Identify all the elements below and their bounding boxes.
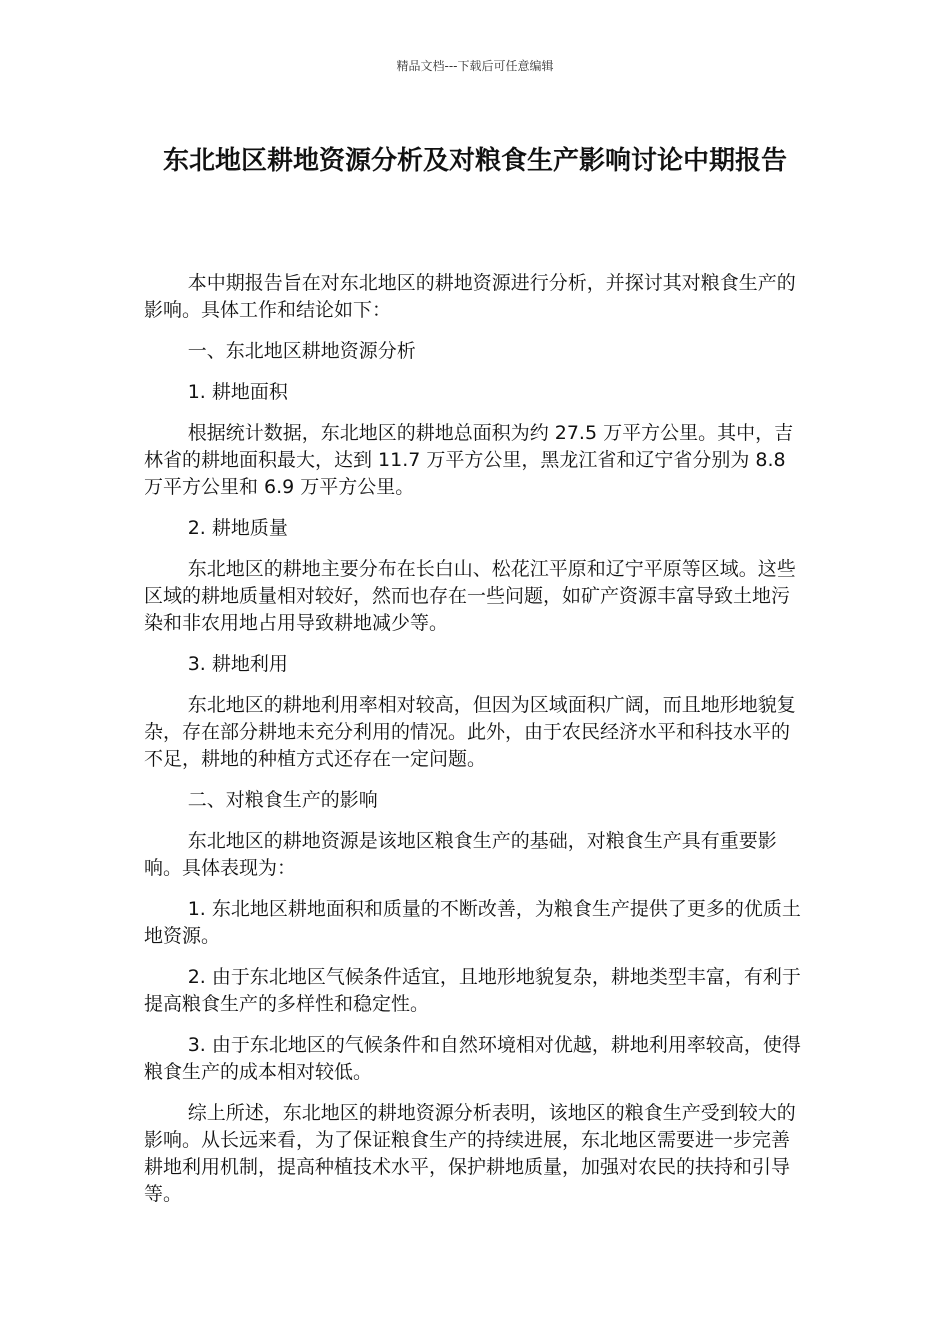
- paragraph-utilization: 东北地区的耕地利用率相对较高，但因为区域面积广阔，而且地形地貌复杂，存在部分耕地未充分利用的情况。此外，由于农民经济水平和科技水平的不足，耕地的种植方式还存在一定问题。: [144, 694, 796, 770]
- subsection-heading-area: 1. 耕地面积: [187, 381, 288, 403]
- document-title: 东北地区耕地资源分析及对粮食生产影响讨论中期报告: [162, 146, 787, 176]
- paragraph-area: 根据统计数据，东北地区的耕地总面积为约 27.5 万平方公里。其中，吉林省的耕地面积最大，达到 11.7 万平方公里，黑龙江省和辽宁省分别为 8.8 万平方公里和 6.9 万平方公里。: [144, 422, 794, 498]
- section-heading-1: 一、东北地区耕地资源分析: [187, 340, 416, 362]
- conclusion-paragraph: 综上所述，东北地区的耕地资源分析表明，该地区的粮食生产受到较大的影响。从长远来看，为了保证粮食生产的持续进展，东北地区需要进一步完善耕地利用机制，提高种植技术水平，保护耕地质量，加强对农民的扶持和引导等。: [144, 1102, 796, 1205]
- list-item-impact-3: 3. 由于东北地区的气候条件和自然环境相对优越，耕地利用率较高，使得粮食生产的成本相对较低。: [144, 1034, 801, 1083]
- paragraph-quality: 东北地区的耕地主要分布在长白山、松花江平原和辽宁平原等区域。这些区域的耕地质量相对较好，然而也存在一些问题，如矿产资源丰富导致土地污染和非农用地占用导致耕地减少等。: [144, 558, 796, 634]
- subsection-heading-quality: 2. 耕地质量: [187, 517, 288, 539]
- document-body: [144, 270, 802, 1222]
- page-header-note: 精品文档---下载后可任意编辑: [396, 59, 554, 73]
- list-item-impact-2: 2. 由于东北地区气候条件适宜，且地形地貌复杂，耕地类型丰富，有利于提高粮食生产的多样性和稳定性。: [144, 966, 801, 1015]
- list-item-impact-1: 1. 东北地区耕地面积和质量的不断改善，为粮食生产提供了更多的优质土地资源。: [144, 898, 801, 947]
- intro-paragraph: 本中期报告旨在对东北地区的耕地资源进行分析，并探讨其对粮食生产的影响。具体工作和结论如下：: [144, 272, 796, 321]
- subsection-heading-utilization: 3. 耕地利用: [187, 653, 288, 675]
- section-heading-2: 二、对粮食生产的影响: [187, 789, 378, 811]
- paragraph-impact-intro: 东北地区的耕地资源是该地区粮食生产的基础，对粮食生产具有重要影响。具体表现为：: [144, 830, 777, 879]
